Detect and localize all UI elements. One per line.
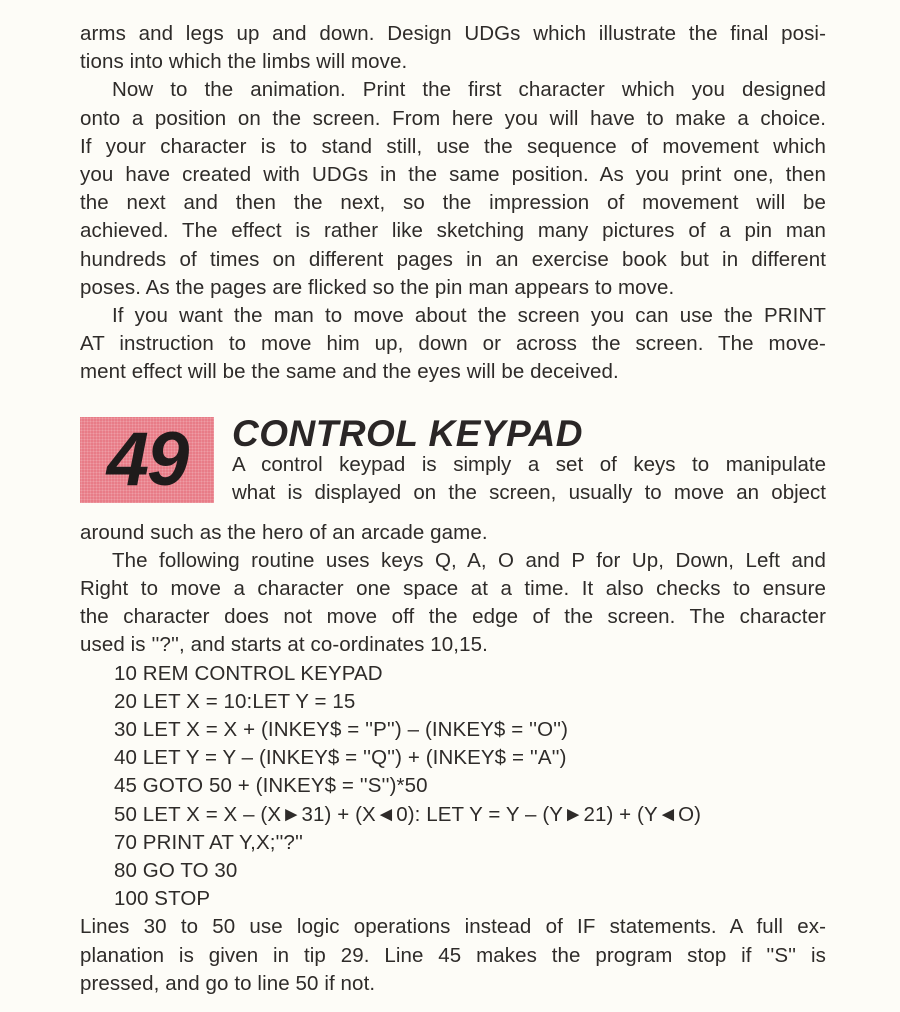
text-line: If your character is to stand still, use the sequence of movement which bbox=[80, 134, 826, 158]
text-line: what is displayed on the screen, usually to move an object bbox=[232, 480, 826, 504]
code-line: 45 GOTO 50 + (INKEY$ = ''S'')*50 bbox=[114, 774, 428, 798]
paragraph-udg-design bbox=[80, 20, 826, 76]
tip-number: 49 bbox=[106, 416, 188, 502]
basic-program-listing bbox=[80, 660, 826, 914]
text-line: onto a position on the screen. From here you will have to make a choice. bbox=[80, 106, 826, 130]
text-line: around such as the hero of an arcade game. bbox=[80, 520, 488, 544]
text-line: A control keypad is simply a set of keys to manipulate bbox=[232, 452, 826, 476]
section-gap bbox=[80, 387, 826, 413]
code-line: 40 LET Y = Y – (INKEY$ = ''Q'') + (INKEY$ = ''A'') bbox=[114, 746, 567, 770]
code-line: 10 REM CONTROL KEYPAD bbox=[114, 661, 383, 685]
text-line: the next and then the next, so the impression of movement will be bbox=[80, 191, 826, 215]
text-line: Lines 30 to 50 use logic operations instead of IF statements. A full ex- bbox=[80, 915, 826, 939]
tip-intro bbox=[232, 451, 826, 507]
text-line: planation is given in tip 29. Line 45 makes the program stop if ''S'' is bbox=[80, 943, 826, 967]
code-line: 30 LET X = X + (INKEY$ = ''P'') – (INKEY$ = ''O'') bbox=[114, 718, 569, 742]
text-line: poses. As the pages are flicked so the pin man appears to move. bbox=[80, 275, 675, 299]
code-line: 50 LET X = X – (X►31) + (X◄0): LET Y = Y – (Y►21) + (Y◄O) bbox=[114, 802, 702, 826]
text-line: If you want the man to move about the screen you can use the PRINT bbox=[112, 304, 826, 328]
code-line: 20 LET X = 10:LET Y = 15 bbox=[114, 689, 356, 713]
tip-header bbox=[80, 413, 826, 531]
code-line: 100 STOP bbox=[114, 887, 211, 911]
paragraph-routine bbox=[80, 547, 826, 660]
text-line: used is ''?'', and starts at co-ordinates 10,15. bbox=[80, 633, 488, 657]
text-line: achieved. The effect is rather like sketching many pictures of a pin man bbox=[80, 219, 826, 243]
paragraph-logic-explanation bbox=[80, 913, 826, 998]
text-line: ment effect will be the same and the eyes will be deceived. bbox=[80, 360, 619, 384]
text-line: hundreds of times on different pages in an exercise book but in different bbox=[80, 247, 826, 271]
paragraph-print-at bbox=[80, 302, 826, 387]
text-line: pressed, and go to line 50 if not. bbox=[80, 971, 376, 995]
text-line: Right to move a character one space at a time. It also checks to ensure bbox=[80, 577, 826, 601]
tip-number-badge bbox=[80, 417, 214, 503]
text-line: you have created with UDGs in the same position. As you print one, then bbox=[80, 163, 826, 187]
text-line: the character does not move off the edge of the screen. The character bbox=[80, 605, 826, 629]
code-line: 80 GO TO 30 bbox=[114, 859, 238, 883]
text-line: The following routine uses keys Q, A, O and P for Up, Down, Left and bbox=[112, 548, 826, 572]
text-line: AT instruction to move him up, down or across the screen. The move- bbox=[80, 332, 826, 356]
text-line: arms and legs up and down. Design UDGs which illustrate the final posi- bbox=[80, 22, 826, 45]
tip-title: CONTROL KEYPAD bbox=[232, 412, 583, 454]
paragraph-animation bbox=[80, 76, 826, 302]
text-line: tions into which the limbs will move. bbox=[80, 50, 408, 74]
code-line: 70 PRINT AT Y,X;''?'' bbox=[114, 830, 304, 854]
text-line: Now to the animation. Print the first character which you designed bbox=[112, 78, 826, 102]
book-page bbox=[80, 20, 826, 998]
